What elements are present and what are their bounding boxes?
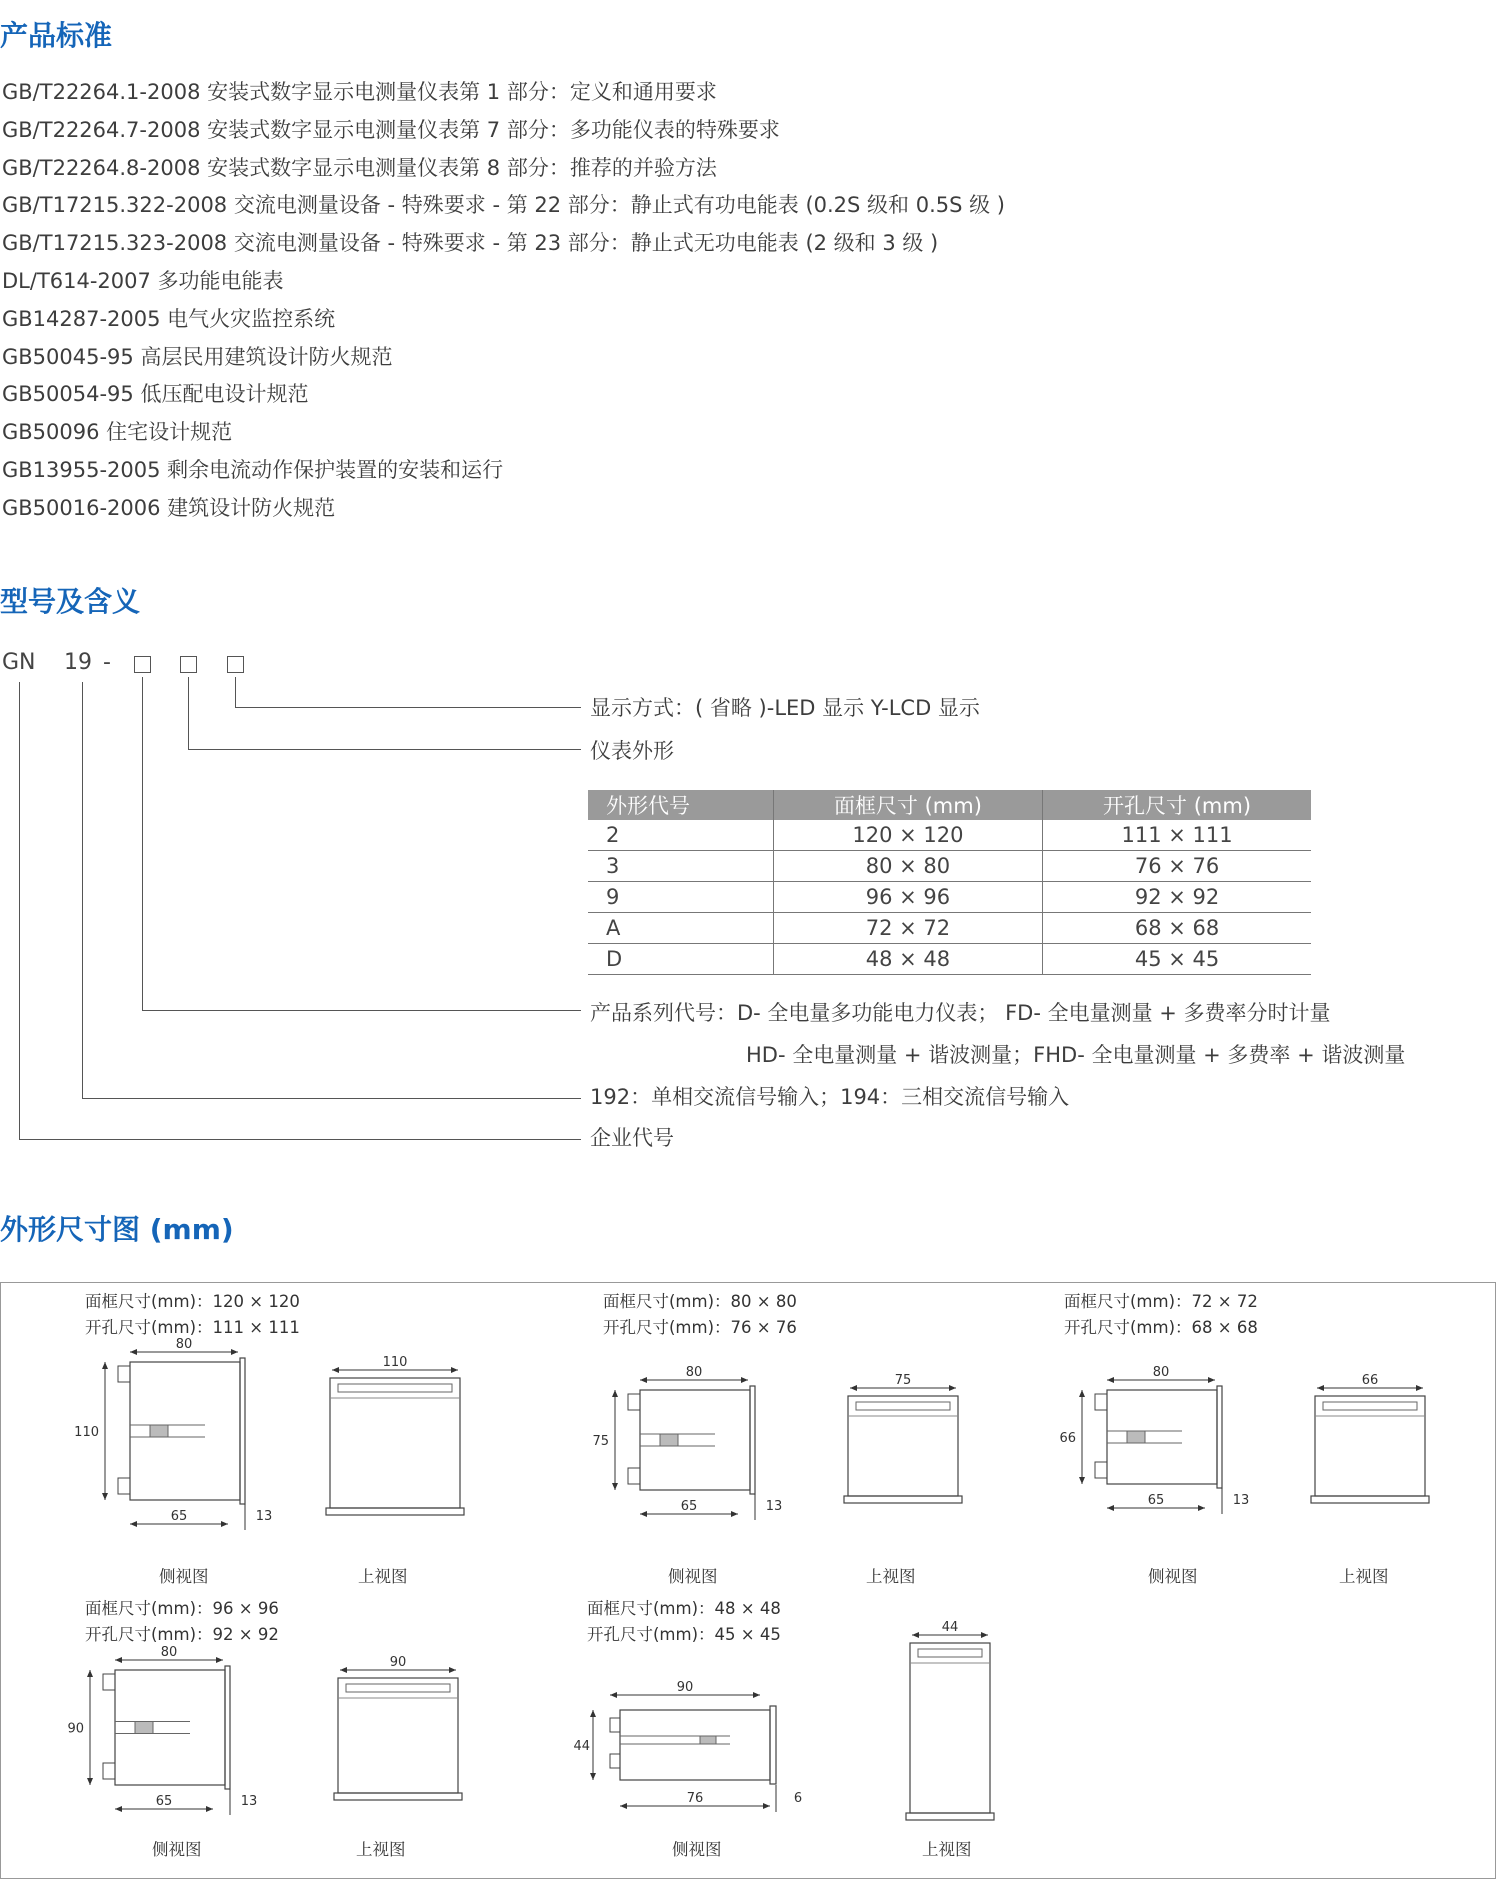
drawing-svg xyxy=(1059,1365,1277,1528)
table-header: 面框尺寸 (mm) xyxy=(773,790,1042,820)
dimension-label: 66 xyxy=(1059,1431,1076,1446)
top-view-bezel xyxy=(334,1793,462,1800)
dimension-arrow xyxy=(216,1657,223,1663)
dimension-label: 44 xyxy=(941,1620,959,1635)
side-view-caption: 侧视图 xyxy=(159,1567,209,1586)
frame-size-label: 面框尺寸(mm)：96 × 96 xyxy=(85,1599,279,1618)
drawing-spec xyxy=(603,1289,797,1341)
dimension-arrow xyxy=(231,1349,238,1355)
dimension-label: 90 xyxy=(67,1721,84,1737)
top-view-bezel xyxy=(906,1813,994,1820)
dimension-arrow xyxy=(206,1806,213,1812)
top-view-body xyxy=(1315,1396,1425,1496)
dimension-arrow xyxy=(753,1692,760,1698)
table-header: 开孔尺寸 (mm) xyxy=(1043,790,1311,820)
top-view-terminal xyxy=(918,1649,982,1657)
dimension-label: 110 xyxy=(382,1355,408,1370)
dimension-label: 65 xyxy=(1147,1493,1165,1508)
table-cell: 72 × 72 xyxy=(773,913,1042,944)
dimension-label: 13 xyxy=(255,1509,273,1524)
table-row xyxy=(588,851,1311,882)
list-item: GB/T22264.1-2008 安装式数字显示电测量仪表第 1 部分：定义和通用要求 xyxy=(2,80,717,104)
dimension-label: 90 xyxy=(389,1655,407,1670)
dimension-arrow xyxy=(451,1367,458,1373)
side-view-body xyxy=(1107,1390,1217,1484)
table-cell: 111 × 111 xyxy=(1043,820,1311,851)
series-code-line2: HD- 全电量测量 + 谐波测量；FHD- 全电量测量 + 多费率 + 谐波测量 xyxy=(746,1043,1406,1067)
top-view-bezel xyxy=(844,1496,962,1503)
table-cell: D xyxy=(588,944,773,975)
dimension-label: 66 xyxy=(1361,1373,1379,1388)
side-view-caption: 侧视图 xyxy=(1148,1567,1198,1586)
frame-size-label: 面框尺寸(mm)：72 × 72 xyxy=(1064,1292,1258,1311)
side-view-bezel xyxy=(240,1358,245,1504)
drawing-spec xyxy=(85,1596,279,1648)
dimension-label: 80 xyxy=(175,1337,193,1352)
dimension-arrow xyxy=(1198,1505,1205,1511)
table-cell: 48 × 48 xyxy=(773,944,1042,975)
dimension-label: 44 xyxy=(573,1739,590,1754)
section-title-model: 型号及含义 xyxy=(0,585,141,618)
side-view-bezel xyxy=(225,1666,230,1789)
dimension-arrow xyxy=(850,1385,857,1391)
dimension-label: 75 xyxy=(592,1434,609,1449)
table-cell: 96 × 96 xyxy=(773,882,1042,913)
dimension-arrow xyxy=(949,1385,956,1391)
table-cell: 120 × 120 xyxy=(773,820,1042,851)
list-item: DL/T614-2007 多功能电能表 xyxy=(2,268,284,293)
top-view-caption: 上视图 xyxy=(922,1840,972,1859)
dimension-label: 80 xyxy=(1152,1365,1170,1380)
dimension-label: 90 xyxy=(676,1680,694,1695)
leader-line xyxy=(19,1139,581,1140)
list-item: GB50096 住宅设计规范 xyxy=(2,420,233,445)
dimension-arrow xyxy=(449,1667,456,1673)
dimension-arrow xyxy=(221,1521,228,1527)
standards-list xyxy=(2,74,1005,528)
dimension-arrow xyxy=(912,1632,919,1638)
side-view-caption: 侧视图 xyxy=(152,1840,202,1859)
leader-line xyxy=(82,1098,581,1099)
dimension-label: 80 xyxy=(160,1645,178,1660)
drawing-svg xyxy=(573,1670,840,1820)
dimension-arrow xyxy=(731,1511,738,1517)
top-view-body xyxy=(848,1396,958,1496)
drawing-spec xyxy=(587,1596,781,1648)
leader-line xyxy=(142,1010,581,1011)
dimension-arrow xyxy=(612,1483,618,1490)
table-cell: 3 xyxy=(588,851,773,882)
leader-line xyxy=(19,682,20,1139)
table-cell: 9 xyxy=(588,882,773,913)
side-view-body xyxy=(640,1390,750,1490)
table-cell: 76 × 76 xyxy=(1043,851,1311,882)
signal-input-label: 192：单相交流信号输入；194：三相交流信号输入 xyxy=(590,1085,1070,1109)
side-view-body xyxy=(115,1670,225,1785)
table-row xyxy=(588,944,1311,975)
dimension-arrow xyxy=(610,1692,617,1698)
top-view-body xyxy=(910,1643,990,1813)
side-view-terminal xyxy=(103,1674,115,1690)
top-view-body xyxy=(338,1678,458,1793)
dimension-arrow xyxy=(115,1657,122,1663)
dimension-arrow xyxy=(640,1511,647,1517)
top-view-terminal xyxy=(346,1684,450,1692)
table-cell: A xyxy=(588,913,773,944)
dimension-arrow xyxy=(981,1632,988,1638)
dimension-label: 6 xyxy=(793,1791,803,1806)
series-code-line1: 产品系列代号：D- 全电量多功能电力仪表； FD- 全电量测量 + 多费率分时计量 xyxy=(590,1001,1331,1025)
leader-line xyxy=(188,749,581,750)
list-item: GB14287-2005 电气火灾监控系统 xyxy=(2,306,336,331)
leader-line xyxy=(142,677,143,1010)
cutout-size-label: 开孔尺寸(mm)：76 × 76 xyxy=(603,1318,797,1337)
code-box-display xyxy=(227,656,244,673)
leader-line xyxy=(188,677,189,749)
dimension-label: 13 xyxy=(1232,1493,1250,1508)
side-view-bezel xyxy=(770,1706,776,1784)
dimension-label: 13 xyxy=(240,1794,258,1809)
dimension-arrow xyxy=(1208,1377,1215,1383)
dimension-arrow xyxy=(1107,1377,1114,1383)
drawing-svg xyxy=(900,1620,1000,1825)
drawing-svg xyxy=(592,1365,810,1528)
list-item: GB13955-2005 剩余电流动作保护装置的安装和运行 xyxy=(2,457,504,482)
list-item: GB50054-95 低压配电设计规范 xyxy=(2,382,309,407)
dimension-label: 65 xyxy=(170,1509,188,1524)
dimension-label: 65 xyxy=(680,1499,698,1514)
cutout-size-label: 开孔尺寸(mm)：68 × 68 xyxy=(1064,1318,1258,1337)
dimension-arrow xyxy=(87,1778,93,1785)
dimension-arrow xyxy=(115,1806,122,1812)
table-row xyxy=(588,913,1311,944)
cutout-size-label: 开孔尺寸(mm)：45 × 45 xyxy=(587,1625,781,1644)
top-view-terminal xyxy=(856,1402,950,1410)
dimension-arrow xyxy=(1079,1390,1085,1397)
leader-line xyxy=(235,707,581,708)
list-item: GB50045-95 高层民用建筑设计防火规范 xyxy=(2,344,393,369)
dimension-arrow xyxy=(1079,1477,1085,1484)
list-item: GB50016-2006 建筑设计防火规范 xyxy=(2,495,336,520)
side-view-body xyxy=(130,1362,240,1500)
list-item: GB/T17215.323-2008 交流电测量设备 - 特殊要求 - 第 23 部分：静止式无功电能表 (2 级和 3 级 ) xyxy=(2,231,939,256)
side-view-body xyxy=(620,1710,770,1780)
dimension-arrow xyxy=(763,1803,770,1809)
dimension-arrow xyxy=(741,1377,748,1383)
drawing-spec xyxy=(85,1289,300,1341)
table-cell: 45 × 45 xyxy=(1043,944,1311,975)
frame-size-label: 面框尺寸(mm)：120 × 120 xyxy=(85,1292,300,1311)
table-row xyxy=(588,882,1311,913)
frame-size-label: 面框尺寸(mm)：48 × 48 xyxy=(587,1599,781,1618)
dimension-arrow xyxy=(612,1390,618,1397)
table-cell: 68 × 68 xyxy=(1043,913,1311,944)
cutout-size-label: 开孔尺寸(mm)：111 × 111 xyxy=(85,1318,300,1337)
dimension-label: 76 xyxy=(686,1791,704,1806)
dimension-arrow xyxy=(640,1377,647,1383)
code-dash: - xyxy=(103,650,111,675)
side-view-terminal xyxy=(1095,1394,1107,1410)
dimension-arrow xyxy=(590,1710,596,1717)
drawing-svg xyxy=(838,1373,968,1518)
dimension-arrow xyxy=(130,1349,137,1355)
side-view-terminal xyxy=(118,1366,130,1382)
side-view-screw xyxy=(135,1722,153,1734)
drawing-spec xyxy=(1064,1289,1258,1341)
dimension-label: 75 xyxy=(894,1373,912,1388)
table-header-row xyxy=(588,790,1311,820)
dimension-label: 80 xyxy=(685,1365,703,1380)
top-view-bezel xyxy=(326,1508,464,1515)
code-box-shape xyxy=(180,656,197,673)
list-item: GB/T17215.322-2008 交流电测量设备 - 特殊要求 - 第 22 部分：静止式有功电能表 (0.2S 级和 0.5S 级 ) xyxy=(2,193,1005,218)
side-view-screw xyxy=(150,1425,168,1437)
frame-size-label: 面框尺寸(mm)：80 × 80 xyxy=(603,1292,797,1311)
table-cell: 80 × 80 xyxy=(773,851,1042,882)
side-view-screw xyxy=(1127,1431,1145,1443)
section-title-standards: 产品标准 xyxy=(0,19,113,52)
side-view-screw xyxy=(700,1736,716,1744)
dimension-arrow xyxy=(102,1362,108,1369)
table-row xyxy=(588,820,1311,851)
code-gn: GN xyxy=(2,650,36,675)
top-view-caption: 上视图 xyxy=(866,1567,916,1586)
list-item: GB/T22264.8-2008 安装式数字显示电测量仪表第 8 部分：推荐的并验方法 xyxy=(2,155,717,180)
drawing-svg xyxy=(74,1337,300,1530)
top-view-terminal xyxy=(1323,1402,1417,1410)
code-box-series xyxy=(134,656,151,673)
side-view-caption: 侧视图 xyxy=(668,1567,718,1586)
top-view-caption: 上视图 xyxy=(356,1840,406,1859)
side-view-bezel xyxy=(1217,1386,1222,1488)
side-view-terminal xyxy=(118,1478,130,1494)
leader-line xyxy=(82,682,83,1098)
dimension-arrow xyxy=(332,1367,339,1373)
dimension-arrow xyxy=(87,1670,93,1677)
dimension-arrow xyxy=(1416,1385,1423,1391)
dimension-arrow xyxy=(620,1803,627,1809)
table-cell: 2 xyxy=(588,820,773,851)
drawing-svg xyxy=(320,1355,470,1520)
list-item: GB/T22264.7-2008 安装式数字显示电测量仪表第 7 部分：多功能仪表的特殊要求 xyxy=(2,117,780,142)
top-view-caption: 上视图 xyxy=(1339,1567,1389,1586)
shape-table xyxy=(588,790,1311,975)
dimension-arrow xyxy=(1107,1505,1114,1511)
dimension-label: 13 xyxy=(765,1499,783,1514)
code-19: 19 xyxy=(64,650,92,675)
side-view-terminal xyxy=(628,1394,640,1410)
dimension-label: 65 xyxy=(155,1794,173,1809)
shape-label: 仪表外形 xyxy=(590,739,674,763)
side-view-terminal xyxy=(103,1763,115,1779)
drawing-svg xyxy=(1305,1373,1435,1518)
side-view-terminal xyxy=(1095,1462,1107,1478)
top-view-bezel xyxy=(1311,1496,1429,1503)
dimension-arrow xyxy=(340,1667,347,1673)
table-cell: 92 × 92 xyxy=(1043,882,1311,913)
top-view-terminal xyxy=(338,1384,452,1392)
display-mode-label: 显示方式：( 省略 )-LED 显示 Y-LCD 显示 xyxy=(590,696,980,720)
dimension-label: 110 xyxy=(74,1425,99,1440)
dimension-arrow xyxy=(1317,1385,1324,1391)
leader-line xyxy=(235,677,236,707)
dimension-arrow xyxy=(102,1493,108,1500)
side-view-terminal xyxy=(628,1468,640,1484)
dimension-arrow xyxy=(590,1773,596,1780)
drawing-svg xyxy=(328,1655,468,1820)
top-view-caption: 上视图 xyxy=(358,1567,408,1586)
cutout-size-label: 开孔尺寸(mm)：92 × 92 xyxy=(85,1625,279,1644)
table-header: 外形代号 xyxy=(588,790,773,820)
section-title-dimensions: 外形尺寸图 (mm) xyxy=(0,1213,234,1246)
side-view-terminal xyxy=(610,1718,620,1732)
company-code-label: 企业代号 xyxy=(590,1126,674,1150)
side-view-bezel xyxy=(750,1386,755,1494)
dimension-arrow xyxy=(130,1521,137,1527)
side-view-caption: 侧视图 xyxy=(672,1840,722,1859)
side-view-screw xyxy=(660,1434,678,1446)
drawing-svg xyxy=(67,1645,285,1828)
side-view-terminal xyxy=(610,1754,620,1768)
